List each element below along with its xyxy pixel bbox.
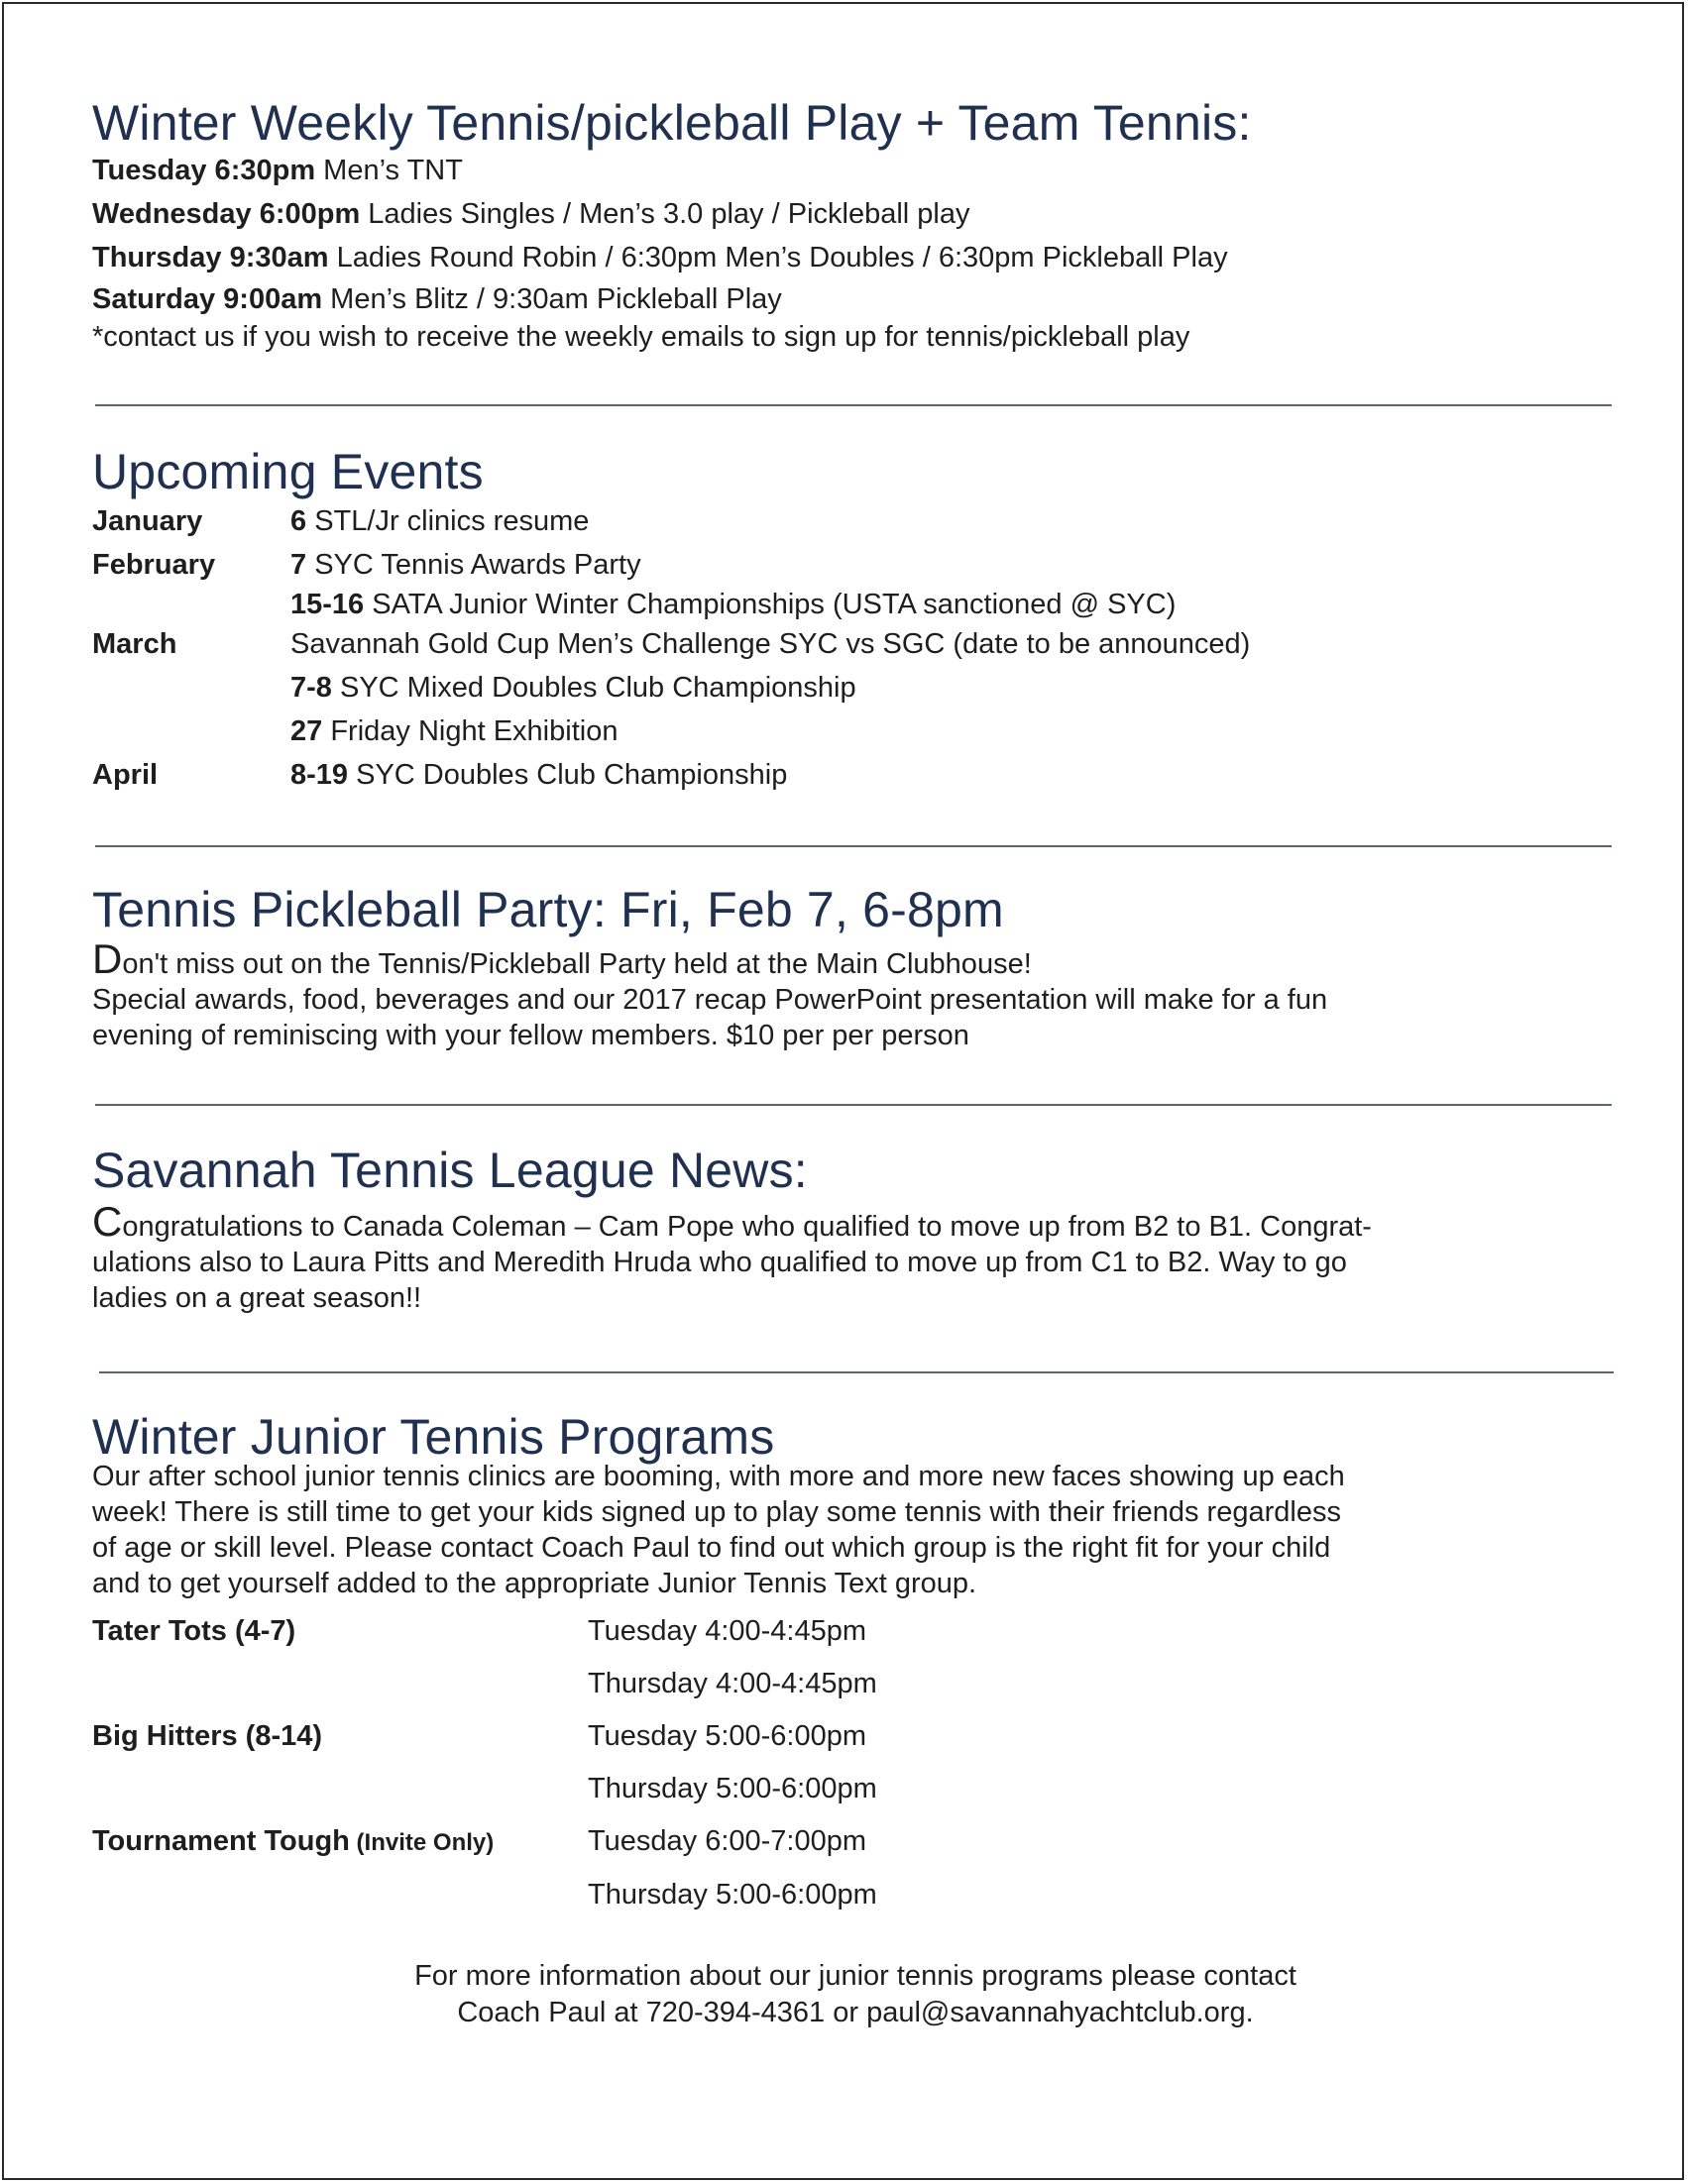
weekly-line-tuesday	[92, 149, 1252, 192]
junior-contact-footer	[92, 1958, 1619, 2031]
league-news-section	[92, 1143, 1372, 1316]
events-month-label: February	[92, 549, 216, 581]
events-month-row	[92, 543, 1250, 622]
junior-text-line: Our after school junior tennis clinics are booming, with more and more new faces showing up each	[92, 1461, 1345, 1492]
event-text: STL/Jr clinics resume	[306, 505, 590, 537]
party-text-line: Special awards, food, beverages and our 2017 recap PowerPoint presentation will make for a fun	[92, 984, 1328, 1016]
events-month-row	[92, 499, 1250, 543]
event-date: 8-19	[290, 759, 349, 791]
junior-group-row	[92, 1763, 1345, 1815]
event-text: SYC Doubles Club Championship	[348, 759, 788, 791]
weekly-day: Wednesday 6:00pm	[92, 198, 361, 230]
section-divider	[95, 404, 1612, 406]
league-text-line: ongratulations to Canada Coleman – Cam Pope who qualified to move up from B2 to B1. Congrat-	[122, 1211, 1372, 1243]
junior-group-name: Tater Tots (4-7)	[92, 1615, 296, 1647]
junior-programs-heading: Winter Junior Tennis Programs	[92, 1409, 775, 1465]
event-text: SYC Tennis Awards Party	[306, 549, 641, 581]
event-item	[290, 753, 787, 797]
footer-line: Coach Paul at 720-394-4361 or paul@savannahyachtclub.org.	[457, 1997, 1254, 2028]
junior-programs-section	[92, 1409, 1345, 1921]
junior-group-row	[92, 1815, 1345, 1869]
junior-text-line: week! There is still time to get your kids signed up to play some tennis with their friends regardless	[92, 1496, 1341, 1528]
event-item	[290, 543, 1176, 587]
party-section	[92, 882, 1327, 1053]
event-text: Friday Night Exhibition	[322, 715, 619, 747]
junior-schedule	[92, 1605, 1345, 1921]
weekly-play-heading: Winter Weekly Tennis/pickleball Play + Team Tennis:	[92, 95, 1252, 151]
party-heading: Tennis Pickleball Party: Fri, Feb 7, 6-8pm	[92, 882, 1004, 937]
event-item	[290, 666, 1250, 710]
junior-group-time: Tuesday 5:00-6:00pm	[588, 1720, 867, 1752]
junior-group-row	[92, 1658, 1345, 1710]
events-month-label: April	[92, 759, 159, 791]
junior-group-name: Tournament Tough	[92, 1825, 350, 1857]
junior-group-time: Tuesday 4:00-4:45pm	[588, 1615, 867, 1647]
junior-group-name: Big Hitters (8-14)	[92, 1720, 323, 1752]
junior-group-time: Thursday 5:00-6:00pm	[588, 1773, 877, 1804]
league-text-line: ladies on a great season!!	[92, 1282, 422, 1314]
event-date: 7	[290, 549, 307, 581]
weekly-day: Saturday 9:00am	[92, 283, 323, 315]
events-month-label: January	[92, 505, 203, 537]
junior-group-qualifier: (Invite Only)	[349, 1829, 495, 1856]
party-paragraph	[92, 935, 1328, 1053]
event-text: Savannah Gold Cup Men’s Challenge SYC vs SGC (date to be announced)	[290, 628, 1251, 660]
junior-group-row	[92, 1710, 1345, 1763]
junior-group-row	[92, 1605, 1345, 1658]
events-month-label: March	[92, 628, 177, 660]
weekly-line-wednesday	[92, 192, 1252, 236]
league-news-heading: Savannah Tennis League News:	[92, 1143, 808, 1198]
weekly-activity: Men’s Blitz / 9:30am Pickleball Play	[322, 283, 782, 315]
junior-group-time: Thursday 4:00-4:45pm	[588, 1668, 877, 1699]
event-item	[290, 587, 1176, 622]
junior-group-time: Tuesday 6:00-7:00pm	[588, 1825, 867, 1857]
junior-group-row	[92, 1869, 1345, 1921]
junior-group-time: Thursday 5:00-6:00pm	[588, 1879, 877, 1911]
footer-line: For more information about our junior tennis programs please contact	[414, 1960, 1296, 1992]
event-item	[290, 499, 589, 543]
league-paragraph	[92, 1198, 1372, 1316]
section-divider	[95, 845, 1612, 847]
weekly-day: Tuesday 6:30pm	[92, 155, 316, 186]
event-date: 15-16	[290, 589, 365, 620]
weekly-line-thursday	[92, 236, 1252, 279]
party-text-line: evening of reminiscing with your fellow members. $10 per per person	[92, 1020, 969, 1051]
party-dropcap: D	[92, 935, 123, 982]
event-date: 6	[290, 505, 307, 537]
weekly-activity: Ladies Round Robin / 6:30pm Men’s Doubles / 6:30pm Pickleball Play	[328, 242, 1228, 273]
upcoming-events-section	[92, 444, 1250, 797]
event-text: SYC Mixed Doubles Club Championship	[331, 672, 856, 704]
weekly-day: Thursday 9:30am	[92, 242, 329, 273]
junior-text-line: of age or skill level. Please contact Coach Paul to find out which group is the right fit for your child	[92, 1532, 1331, 1564]
weekly-activity: Men’s TNT	[315, 155, 463, 186]
section-divider	[95, 1104, 1612, 1106]
upcoming-events-heading: Upcoming Events	[92, 444, 484, 499]
event-text: SATA Junior Winter Championships (USTA sanctioned @ SYC)	[364, 589, 1177, 620]
events-month-row	[92, 753, 1250, 797]
events-month-row	[92, 622, 1250, 753]
party-text-line: on't miss out on the Tennis/Pickleball Party held at the Main Clubhouse!	[122, 948, 1032, 980]
weekly-play-section	[92, 95, 1252, 355]
league-dropcap: C	[92, 1198, 123, 1245]
event-item	[290, 710, 1250, 753]
weekly-line-saturday	[92, 279, 1252, 319]
junior-paragraph	[92, 1459, 1345, 1601]
event-item	[290, 622, 1250, 666]
league-text-line: ulations also to Laura Pitts and Meredith Hruda who qualified to move up from C1 to B2. Way to go	[92, 1247, 1347, 1278]
weekly-note: *contact us if you wish to receive the weekly emails to sign up for tennis/pickleball play	[92, 321, 1190, 353]
junior-text-line: and to get yourself added to the appropriate Junior Tennis Text group.	[92, 1568, 977, 1599]
event-date: 27	[290, 715, 323, 747]
section-divider	[99, 1371, 1614, 1373]
event-date: 7-8	[290, 672, 332, 704]
weekly-activity: Ladies Singles / Men’s 3.0 play / Pickleball play	[360, 198, 970, 230]
